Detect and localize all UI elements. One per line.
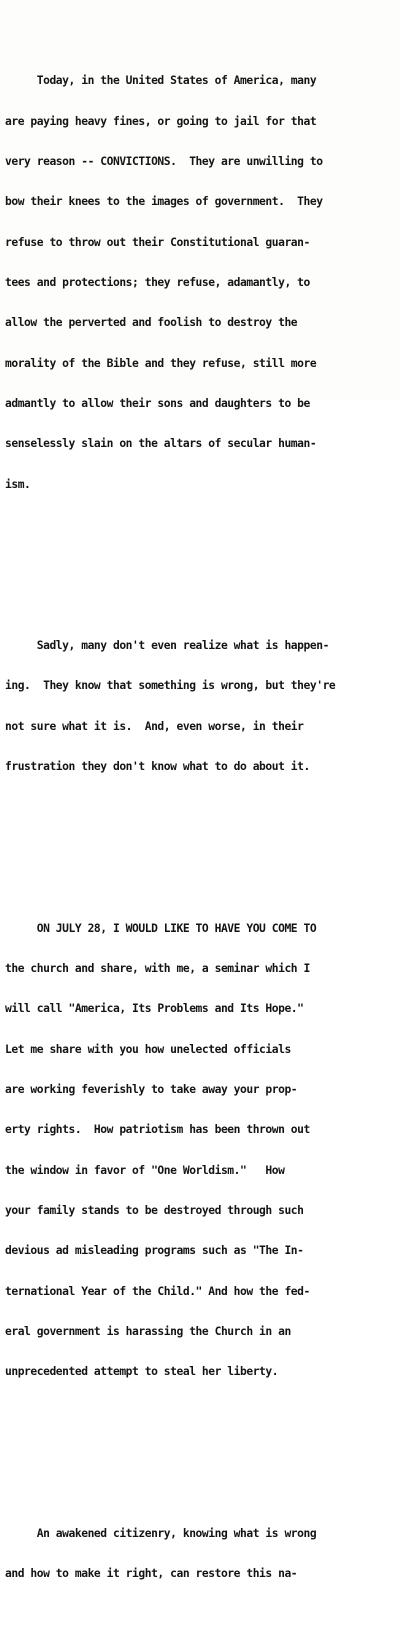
text-line: erty rights. How patriotism has been thrown out	[5, 1123, 310, 1137]
paragraph-1	[5, 47, 397, 518]
document-body	[5, 7, 397, 1648]
text-line: ism.	[5, 477, 31, 491]
text-line: eral government is harassing the Church in an	[5, 1324, 291, 1338]
text-line: ing. They know that something is wrong, but they're	[5, 679, 336, 693]
text-line: devious ad misleading programs such as "The In-	[5, 1244, 304, 1258]
text-line: ternational Year of the Child." And how the fed-	[5, 1284, 310, 1298]
paragraph-spacer	[5, 1446, 397, 1459]
text-line: unprecedented attempt to steal her liberty.	[5, 1365, 279, 1379]
text-line: An awakened citizenry, knowing what is wrong	[5, 1526, 317, 1540]
text-line: senselessly slain on the altars of secular human-	[5, 437, 317, 451]
paragraph-spacer	[5, 841, 397, 854]
text-line: not sure what it is. And, even worse, in their	[5, 719, 304, 733]
text-line: ON JULY 28, I WOULD LIKE TO HAVE YOU COME TO	[5, 921, 317, 935]
text-line: very reason -- CONVICTIONS. They are unwilling to	[5, 154, 323, 168]
text-line: your family stands to be destroyed through such	[5, 1203, 304, 1217]
text-line: frustration they don't know what to do about it.	[5, 760, 310, 774]
text-line: Let me share with you how unelected officials	[5, 1042, 291, 1056]
paragraph-3	[5, 895, 397, 1406]
text-line: admantly to allow their sons and daughters to be	[5, 397, 310, 411]
text-line: Sadly, many don't even realize what is happen-	[5, 639, 329, 653]
paragraph-2	[5, 612, 397, 800]
text-line: the window in favor of "One Worldism." How	[5, 1163, 285, 1177]
text-line: will call "America, Its Problems and Its Hope."	[5, 1002, 304, 1016]
text-line: bow their knees to the images of government. They	[5, 195, 323, 209]
text-line: the church and share, with me, a seminar which I	[5, 961, 310, 975]
text-line: morality of the Bible and they refuse, still more	[5, 356, 317, 370]
text-line: refuse to throw out their Constitutional guaran-	[5, 235, 310, 249]
text-line: and how to make it right, can restore this na-	[5, 1567, 298, 1581]
text-line: Today, in the United States of America, many	[5, 74, 317, 88]
text-line: tees and protections; they refuse, adamantly, to	[5, 275, 310, 289]
paragraph-4	[5, 1500, 397, 1608]
text-line: are working feverishly to take away your prop-	[5, 1082, 298, 1096]
paragraph-spacer	[5, 558, 397, 571]
text-line: allow the perverted and foolish to destroy the	[5, 316, 298, 330]
text-line: are paying heavy fines, or going to jail for that	[5, 114, 317, 128]
